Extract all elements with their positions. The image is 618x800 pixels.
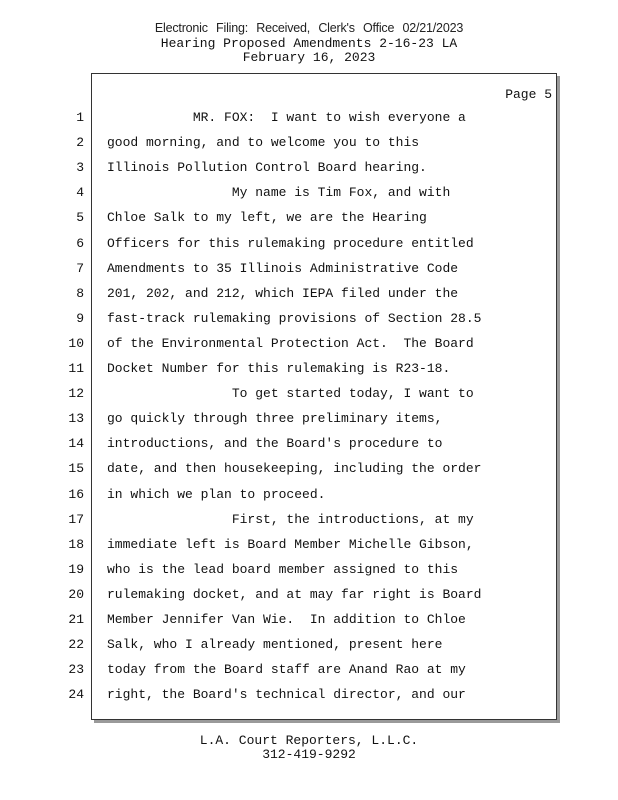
transcript-line — [0, 586, 560, 606]
line-text: in which we plan to proceed. — [107, 486, 326, 502]
transcript-line — [0, 235, 560, 255]
transcript-line — [0, 134, 560, 154]
transcript-line — [0, 536, 560, 556]
transcript-line — [0, 460, 560, 480]
header-date: February 16, 2023 — [242, 50, 376, 65]
transcript-line — [0, 486, 560, 506]
transcript-line — [0, 335, 560, 355]
filing-stamp: Electronic Filing: Received, Clerk's Office 02/21/2023 — [154, 21, 464, 35]
line-text: First, the introductions, at my — [107, 511, 474, 527]
transcript-line — [0, 159, 560, 179]
line-text: immediate left is Board Member Michelle Gibson, — [107, 536, 474, 552]
line-text: introductions, and the Board's procedure to — [107, 436, 443, 452]
line-text: MR. FOX: I want to wish everyone a — [107, 110, 466, 125]
line-text: Member Jennifer Van Wie. In addition to Chloe — [107, 612, 466, 627]
line-number: 24 — [68, 687, 84, 703]
line-text: Salk, who I already mentioned, present here — [107, 637, 443, 653]
line-number: 11 — [68, 361, 84, 376]
line-number: 4 — [76, 185, 84, 201]
line-text: of the Environmental Protection Act. The Board — [107, 335, 474, 351]
line-number: 20 — [68, 586, 84, 602]
line-number: 1 — [76, 110, 84, 125]
line-text: 201, 202, and 212, which IEPA filed under the — [107, 285, 459, 301]
line-text: Officers for this rulemaking procedure entitled — [107, 235, 474, 251]
line-text: Illinois Pollution Control Board hearing. — [107, 160, 427, 176]
header-title: Hearing Proposed Amendments 2-16-23 LA — [160, 36, 458, 51]
line-text: right, the Board's technical director, and our — [107, 687, 466, 703]
line-text: today from the Board staff are Anand Rao at my — [107, 662, 466, 678]
line-text: fast-track rulemaking provisions of Section 28.5 — [107, 310, 482, 326]
line-number: 7 — [76, 260, 84, 276]
transcript-line — [0, 661, 560, 681]
transcript-line — [0, 209, 560, 229]
transcript-line — [0, 385, 560, 405]
line-number: 8 — [76, 285, 84, 301]
footer-phone: 312-419-9292 — [262, 747, 356, 762]
line-number: 22 — [68, 637, 84, 653]
line-number: 9 — [76, 310, 84, 326]
transcript-line — [0, 184, 560, 204]
line-text: date, and then housekeeping, including the order — [107, 461, 482, 477]
line-text: rulemaking docket, and at may far right is Board — [107, 586, 482, 602]
line-text: Chloe Salk to my left, we are the Hearing — [107, 210, 427, 226]
transcript-line — [0, 260, 560, 280]
line-number: 14 — [68, 436, 84, 452]
line-text: go quickly through three preliminary items, — [107, 411, 443, 427]
line-number: 16 — [68, 486, 84, 502]
line-number: 19 — [68, 561, 84, 577]
line-number: 23 — [68, 662, 84, 678]
line-number: 5 — [76, 210, 84, 226]
line-text: My name is Tim Fox, and with — [107, 185, 451, 201]
line-text: Amendments to 35 Illinois Administrative Code — [107, 260, 459, 276]
transcript-line — [0, 410, 560, 430]
line-number: 13 — [68, 411, 84, 427]
transcript-line — [0, 360, 560, 380]
line-number: 3 — [76, 160, 84, 176]
line-number: 2 — [76, 135, 84, 151]
page-number: Page 5 — [505, 87, 552, 102]
line-number: 12 — [68, 386, 84, 402]
transcript-line — [0, 109, 560, 129]
line-number: 10 — [68, 335, 84, 351]
line-text: who is the lead board member assigned to this — [107, 561, 459, 577]
transcript-line — [0, 636, 560, 656]
line-text: To get started today, I want to — [107, 386, 474, 402]
line-text: Docket Number for this rulemaking is R23-18. — [107, 361, 451, 376]
transcript-line — [0, 285, 560, 305]
transcript-line — [0, 511, 560, 531]
transcript-line — [0, 686, 560, 706]
line-number: 18 — [68, 536, 84, 552]
footer-company: L.A. Court Reporters, L.L.C. — [199, 733, 419, 748]
line-number: 17 — [68, 511, 84, 527]
transcript-line — [0, 611, 560, 631]
line-text: good morning, and to welcome you to this — [107, 135, 420, 151]
line-number: 21 — [68, 612, 84, 627]
line-number: 15 — [68, 461, 84, 477]
transcript-line — [0, 435, 560, 455]
transcript-line — [0, 561, 560, 581]
line-number: 6 — [76, 235, 84, 251]
transcript-line — [0, 310, 560, 330]
